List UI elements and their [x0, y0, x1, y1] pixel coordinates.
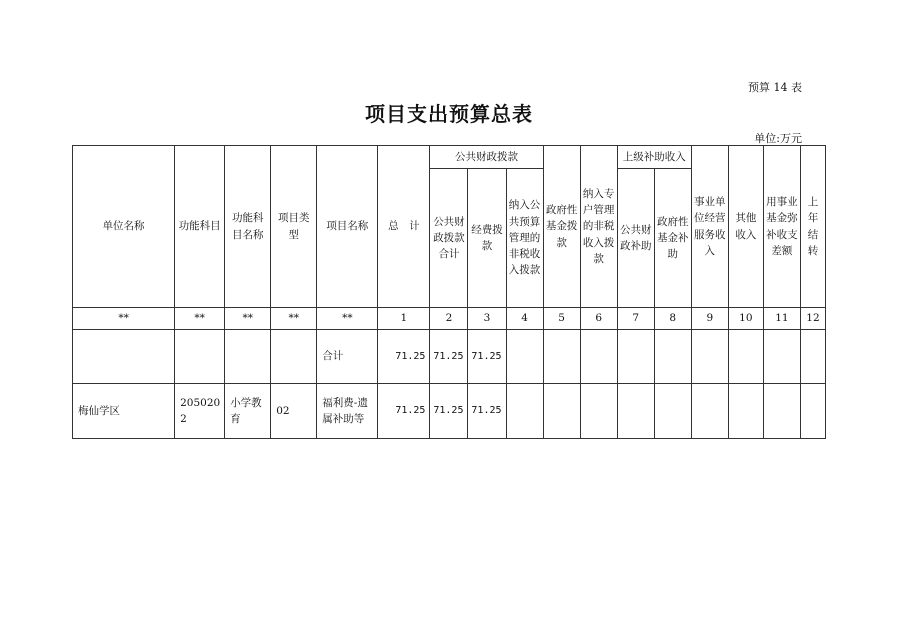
header-total: 总 计 [378, 146, 430, 308]
header-other-income: 其他收入 [728, 146, 763, 308]
header-special-nontax: 纳入专户管理的非税收入拨款 [580, 146, 617, 308]
row-func-code: 2050202 [175, 384, 225, 439]
index-cell: 3 [468, 308, 506, 330]
summary-cell [580, 330, 617, 384]
summary-cell [506, 330, 543, 384]
summary-cell [728, 330, 763, 384]
row-public-finance-appr: 71.25 [430, 384, 468, 439]
header-func-name: 功能科目名称 [225, 146, 271, 308]
summary-label: 合计 [317, 330, 378, 384]
summary-public-finance-appr: 71.25 [430, 330, 468, 384]
page-title: 项目支出预算总表 [365, 102, 533, 126]
row-unit-name: 梅仙学区 [73, 384, 175, 439]
index-cell: 5 [543, 308, 580, 330]
row-proj-name: 福利费-遗属补助等 [317, 384, 378, 439]
summary-cell [73, 330, 175, 384]
header-fund-offset: 用事业基金弥补收支差额 [763, 146, 800, 308]
index-cell: 12 [800, 308, 825, 330]
summary-cell [617, 330, 654, 384]
index-cell: 6 [580, 308, 617, 330]
row-total: 71.25 [378, 384, 430, 439]
header-public-subsidy: 公共财政补助 [617, 169, 654, 308]
row-cell [580, 384, 617, 439]
row-proj-type: 02 [271, 384, 317, 439]
header-business-income: 事业单位经营服务收入 [691, 146, 728, 308]
index-cell: 4 [506, 308, 543, 330]
summary-funds-appr: 71.25 [468, 330, 506, 384]
row-cell [763, 384, 800, 439]
summary-row [73, 330, 826, 384]
header-proj-name: 项目名称 [317, 146, 378, 308]
index-cell: 10 [728, 308, 763, 330]
index-cell: 2 [430, 308, 468, 330]
row-cell [617, 384, 654, 439]
header-superior-subsidy: 上级补助收入 [617, 146, 691, 169]
row-cell [543, 384, 580, 439]
index-cell: 9 [691, 308, 728, 330]
row-cell [654, 384, 691, 439]
index-cell: 8 [654, 308, 691, 330]
summary-cell [543, 330, 580, 384]
header-unit-name: 单位名称 [73, 146, 175, 308]
row-funds-appr: 71.25 [468, 384, 506, 439]
summary-cell [654, 330, 691, 384]
summary-cell [175, 330, 225, 384]
header-gov-fund: 政府性基金拨款 [543, 146, 580, 308]
unit-label: 单位:万元 [754, 132, 802, 145]
row-cell [800, 384, 825, 439]
summary-cell [691, 330, 728, 384]
summary-cell [763, 330, 800, 384]
index-cell: ** [317, 308, 378, 330]
header-carryover: 上年结转 [800, 146, 825, 308]
index-cell: 1 [378, 308, 430, 330]
row-cell [728, 384, 763, 439]
header-nontax-appr: 纳入公共预算管理的非税收入拨款 [506, 169, 543, 308]
header-funds-appr: 经费拨款 [468, 169, 506, 308]
header-public-finance-appr: 公共财政拨款合计 [430, 169, 468, 308]
header-row-1 [73, 146, 826, 169]
summary-cell [800, 330, 825, 384]
row-cell [691, 384, 728, 439]
summary-total: 71.25 [378, 330, 430, 384]
header-public-finance: 公共财政拨款 [430, 146, 543, 169]
header-proj-type: 项目类型 [271, 146, 317, 308]
form-number: 预算 14 表 [748, 81, 802, 94]
index-cell: ** [175, 308, 225, 330]
index-cell: ** [271, 308, 317, 330]
row-func-name: 小学教育 [225, 384, 271, 439]
index-cell: 7 [617, 308, 654, 330]
index-row [73, 308, 826, 330]
header-gov-fund-subsidy: 政府性基金补助 [654, 169, 691, 308]
index-cell: ** [73, 308, 175, 330]
row-cell [506, 384, 543, 439]
table-row [73, 384, 826, 439]
index-cell: ** [225, 308, 271, 330]
index-cell: 11 [763, 308, 800, 330]
header-func-code: 功能科目 [175, 146, 225, 308]
budget-table [72, 145, 826, 439]
summary-cell [271, 330, 317, 384]
summary-cell [225, 330, 271, 384]
